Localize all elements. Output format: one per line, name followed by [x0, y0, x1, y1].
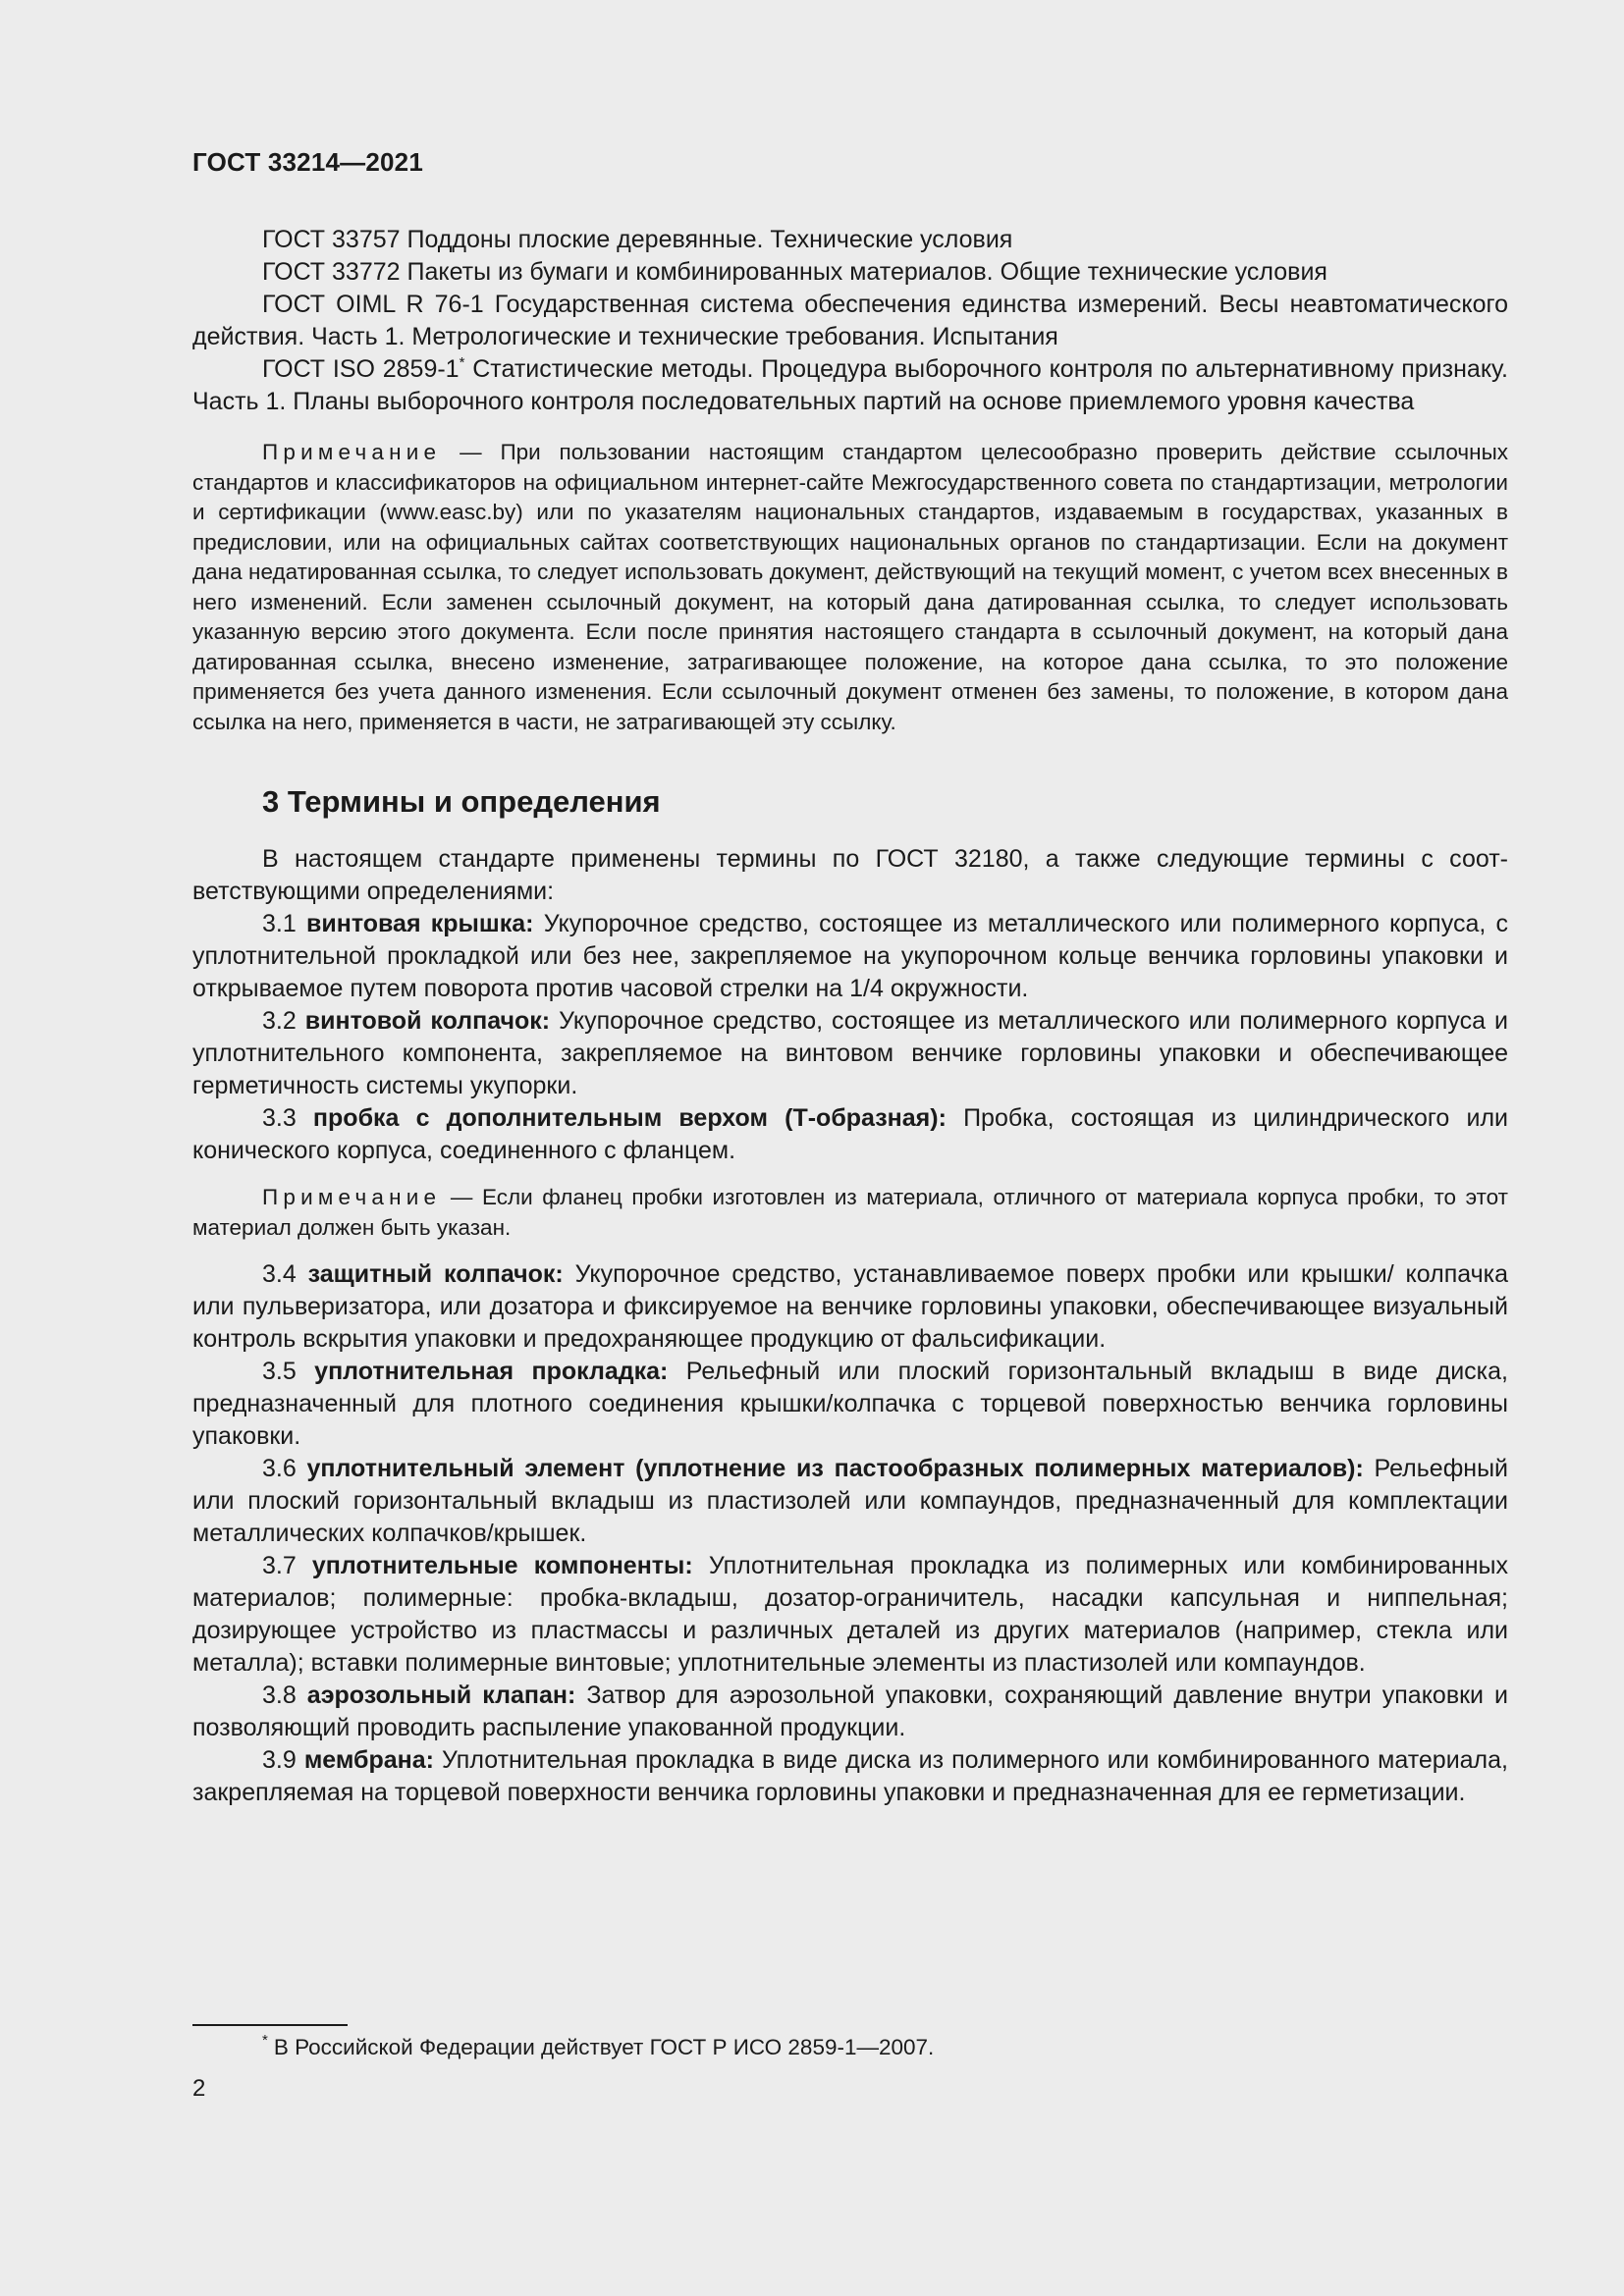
term-name: защитный колпачок:: [307, 1260, 564, 1288]
term-definition: Уплотнительная прокладка в виде диска из полимерного или комбинированного материала, закрепляемая на торцевой поверхности венчика горловины упаковки и предназначенная для ее герметизации.: [192, 1746, 1508, 1806]
term-3-3: [192, 1102, 1508, 1167]
footnote: [262, 2033, 934, 2062]
reference-gost-iso-2859: [192, 353, 1508, 418]
note-label: Примечание: [262, 1185, 442, 1209]
footnote-marker: *: [262, 2032, 268, 2049]
term-definition: Укупорочное средство, состоящее из металлического или полимерного корпуса, с уплотнительной прокладкой или без нее, закрепляемое на укупорочном кольце венчика горловины упаковки и открываемое путем поворота против часовой стрелки на 1/4 окружности.: [192, 910, 1509, 1002]
reference-title: Статистические методы. Процедура выборочного контроля по альтернативному признаку. Часть 1. Планы выборочного контроля последовательных партий на основе приемлемого уровня качества: [192, 355, 1508, 415]
footnote-separator: [192, 2024, 348, 2026]
note-label: Примечание: [262, 440, 442, 464]
page-content: [192, 224, 1508, 1809]
term-name: винтовой колпачок:: [304, 1007, 551, 1035]
term-definition: Затвор для аэрозольной упаковки, сохраняющий давление внутри упаковки и позволяющий проводить распыление упакованной продукции.: [192, 1682, 1509, 1741]
term-name: винтовая крышка:: [305, 910, 534, 937]
note-flange: [192, 1183, 1508, 1243]
term-3-4: [192, 1258, 1508, 1356]
section-intro: В настоящем стандарте применены термины по ГОСТ 32180, а также следующие термины с соответствующими определениями:: [192, 845, 1508, 905]
term-number: 3.7: [262, 1552, 312, 1579]
term-3-1: [192, 908, 1508, 1005]
term-number: 3.8: [262, 1682, 307, 1709]
term-3-5: [192, 1356, 1508, 1453]
term-definition: Рельефный или плоский горизонтальный вкладыш из пластизолей или компаундов, предназначенный для комплектации металлических колпачков/крышек.: [192, 1455, 1508, 1547]
term-definition: Уплотнительная прокладка из полимерных или комбинированных материалов; полимерные: пробка-вкладыш, дозатор-ограничитель, насадки капсульная и ниппельная; дозирующее устройство из пластмассы и различных деталей из других материалов (например, стекла или металла); вставки полимерные винтовые; уплотнительные элементы из пластизолей или компаундов.: [192, 1552, 1508, 1677]
term-name: уплотнительная прокладка:: [314, 1358, 669, 1385]
page-number: 2: [192, 2075, 206, 2102]
term-number: 3.5: [262, 1358, 315, 1385]
term-definition: Укупорочное средство, состоящее из металлического или полимерного корпуса и уплотнительного компонента, закрепляемое на винтовом венчике горловины упаковки и обеспечивающее герметичность системы укупорки.: [192, 1007, 1508, 1099]
note-text: — Если фланец пробки изготовлен из материала, отличного от материала корпуса пробки, то этот материал должен быть указан.: [192, 1185, 1508, 1240]
footnote-text: В Российской Федерации действует ГОСТ Р ИСО 2859-1—2007.: [273, 2035, 935, 2059]
term-name: пробка с дополнительным верхом (Т-образная):: [312, 1104, 947, 1132]
term-number: 3.1: [262, 910, 306, 937]
footnote-marker: *: [459, 354, 465, 371]
section-heading-terms: 3 Термины и определения: [262, 784, 661, 819]
term-3-9: [192, 1744, 1508, 1809]
term-number: 3.2: [262, 1007, 305, 1035]
term-number: 3.9: [262, 1746, 304, 1774]
term-definition: Укупорочное средство, устанавливаемое поверх пробки или крышки/ колпачка или пульверизатора, или дозатора и фиксируемое на венчике горловины упаковки, обеспечивающее визуальный контроль вскрытия упаковки и предохраняющее продукцию от фальсификации.: [192, 1260, 1509, 1353]
reference-gost-33757: ГОСТ 33757 Поддоны плоские деревянные. Технические условия: [262, 226, 1013, 253]
term-name: уплотнительные компоненты:: [311, 1552, 693, 1579]
term-3-7: [192, 1550, 1508, 1680]
term-name: аэрозольный клапан:: [306, 1682, 576, 1709]
term-definition: Пробка, состоящая из цилиндрического или конического корпуса, соединенного с фланцем.: [192, 1104, 1509, 1164]
term-number: 3.3: [262, 1104, 313, 1132]
term-number: 3.4: [262, 1260, 308, 1288]
reference-code: ГОСТ ISO 2859-1: [262, 355, 460, 383]
note-references: [192, 438, 1508, 737]
note-text: — При пользовании настоящим стандартом целесообразно проверить действие ссылочных стандартов и классификаторов на официальном интернет-сайте Межгосударственного совета по стандартизации, метрологии и сертификации (www.easc.by) или по указателям национальных стандартов, издаваемым в государствах, указанных в предисловии, или на официальных сайтах соответствующих национальных органов по стандартизации. Если на документ дана недатированная ссылка, то следует использовать документ, действующий на текущий момент, с учетом всех внесенных в него изменений. Если заменен ссылочный документ, на который дана датированная ссылка, то следует использовать указанную версию этого документа. Если после принятия настоящего стандарта в ссылочный документ, на который дана датированная ссылка, внесено изменение, затрагивающее положение, на которое дана ссылка, то это положение применяется без учета данного изменения. Если ссылочный документ отменен без замены, то положение, в котором дана ссылка на него, применяется в части, не затрагивающей эту ссылку.: [192, 440, 1508, 734]
term-number: 3.6: [262, 1455, 307, 1482]
running-header: ГОСТ 33214—2021: [192, 147, 423, 177]
term-definition: Рельефный или плоский горизонтальный вкладыш в виде диска, предназначенный для плотного соединения крышки/колпачка с торцевой поверхностью венчика горловины упаковки.: [192, 1358, 1509, 1450]
term-name: уплотнительный элемент (уплотнение из пастообразных полимерных материалов):: [306, 1455, 1364, 1482]
reference-gost-33772: ГОСТ 33772 Пакеты из бумаги и комбинированных материалов. Общие технические условия: [262, 258, 1327, 286]
term-name: мембрана:: [303, 1746, 434, 1774]
term-3-2: [192, 1005, 1508, 1102]
term-3-8: [192, 1680, 1508, 1744]
term-3-6: [192, 1453, 1508, 1550]
reference-gost-oiml-r76: ГОСТ OIML R 76-1 Государственная система обеспечения единства измерений. Весы неавтоматического действия. Часть 1. Метрологические и технические требования. Испытания: [192, 291, 1508, 350]
